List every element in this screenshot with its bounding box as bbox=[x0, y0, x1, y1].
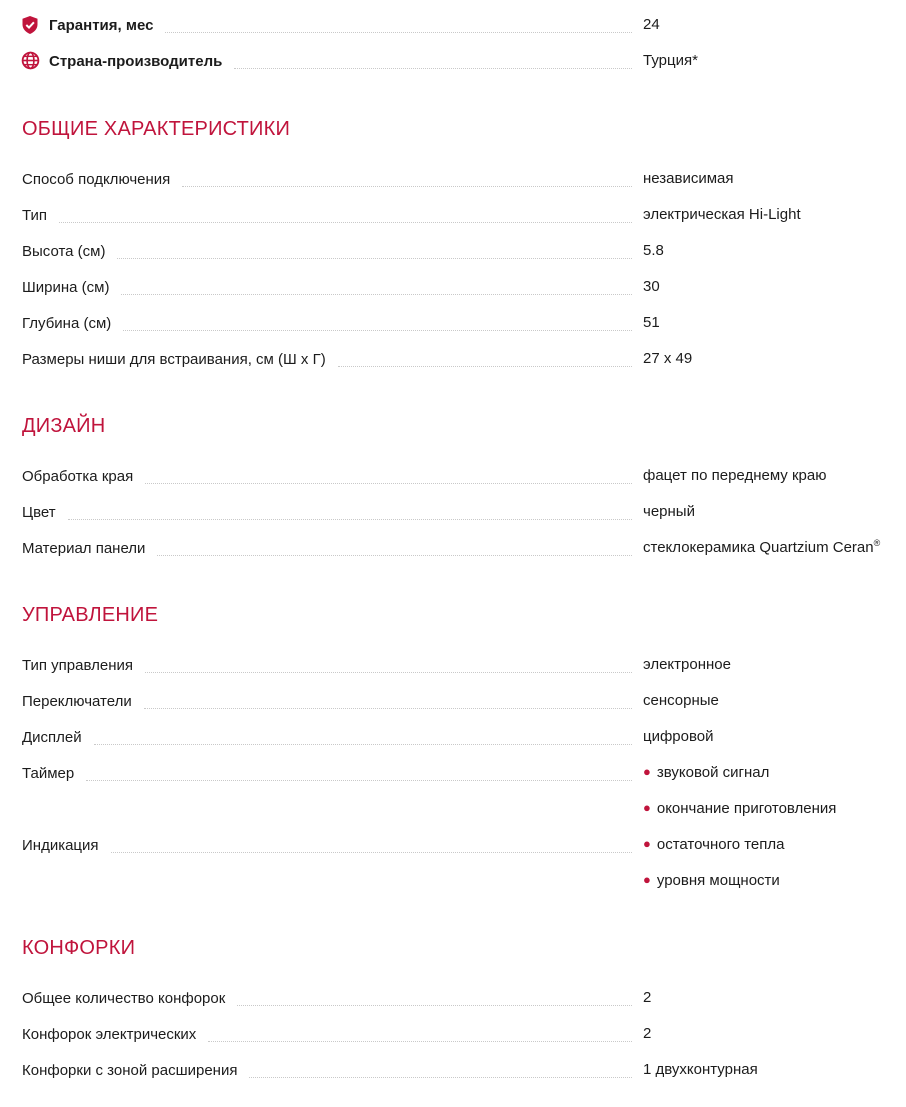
section-design bbox=[22, 458, 902, 566]
section-title-control: УПРАВЛЕНИЕ bbox=[22, 604, 159, 626]
spec-row bbox=[22, 683, 902, 719]
spec-label: Дисплей bbox=[22, 728, 82, 746]
spec-row bbox=[22, 197, 902, 233]
spec-label: Конфорки с зоной расширения bbox=[22, 1061, 238, 1079]
spec-label: Гарантия, мес bbox=[49, 16, 154, 34]
spec-label: Конфорок электрических bbox=[22, 1025, 197, 1043]
spec-row bbox=[22, 1016, 902, 1052]
spec-label: Обработка края bbox=[22, 467, 134, 485]
spec-value: 27 x 49 bbox=[643, 350, 693, 367]
spec-row bbox=[22, 305, 902, 341]
spec-label: Страна-производитель bbox=[49, 52, 223, 70]
bullet-icon: ● bbox=[643, 836, 651, 851]
spec-row bbox=[22, 458, 902, 494]
spec-value: ● окончание приготовления bbox=[643, 800, 837, 817]
spec-value: цифровой bbox=[643, 728, 714, 745]
section-title-design: ДИЗАЙН bbox=[22, 415, 106, 437]
spec-label: Тип bbox=[22, 206, 48, 224]
spec-value: черный bbox=[643, 503, 695, 520]
spec-label: Размеры ниши для встраивания, см (Ш x Г) bbox=[22, 350, 326, 368]
section-title-general: ОБЩИЕ ХАРАКТЕРИСТИКИ bbox=[22, 118, 291, 140]
spec-value: 2 bbox=[643, 989, 652, 1006]
globe-icon bbox=[21, 51, 41, 71]
spec-row bbox=[22, 269, 902, 305]
spec-value: 5.8 bbox=[643, 242, 664, 259]
spec-value: электрическая Hi-Light bbox=[643, 206, 801, 223]
spec-label: Цвет bbox=[22, 503, 56, 521]
spec-label: Тип управления bbox=[22, 656, 133, 674]
spec-value: 51 bbox=[643, 314, 660, 331]
section-title-burners: КОНФОРКИ bbox=[22, 937, 136, 959]
spec-value: Турция* bbox=[643, 52, 698, 69]
shield-check-icon bbox=[21, 15, 41, 35]
spec-row-country bbox=[22, 43, 902, 79]
spec-row bbox=[22, 980, 902, 1016]
spec-label: Таймер bbox=[22, 764, 75, 782]
spec-value: ● звуковой сигнал bbox=[643, 764, 770, 781]
spec-value: 24 bbox=[643, 16, 660, 33]
spec-value: фацет по переднему краю bbox=[643, 467, 827, 484]
spec-row-timer-cont bbox=[22, 791, 902, 827]
section-burners bbox=[22, 980, 902, 1088]
spec-row-indication-cont bbox=[22, 863, 902, 899]
spec-row-indication bbox=[22, 827, 902, 863]
spec-row bbox=[22, 341, 902, 377]
spec-value: 2 bbox=[643, 1025, 652, 1042]
spec-label: Индикация bbox=[22, 836, 99, 854]
spec-row-timer bbox=[22, 755, 902, 791]
spec-value: независимая bbox=[643, 170, 734, 187]
registered-mark: ® bbox=[873, 538, 881, 548]
spec-label: Ширина (см) bbox=[22, 278, 110, 296]
bullet-icon: ● bbox=[643, 872, 651, 887]
top-specs bbox=[22, 7, 902, 79]
spec-label: Материал панели bbox=[22, 539, 146, 557]
spec-value: электронное bbox=[643, 656, 731, 673]
spec-value: ● остаточного тепла bbox=[643, 836, 785, 853]
spec-row-warranty bbox=[22, 7, 902, 43]
spec-label: Высота (см) bbox=[22, 242, 106, 260]
spec-label: Общее количество конфорок bbox=[22, 989, 226, 1007]
spec-row bbox=[22, 1052, 902, 1088]
spec-value: ● уровня мощности bbox=[643, 872, 780, 889]
spec-row bbox=[22, 530, 902, 566]
spec-label: Способ подключения bbox=[22, 170, 171, 188]
spec-value: стеклокерамика Quartzium Ceran® bbox=[643, 538, 881, 556]
spec-row bbox=[22, 719, 902, 755]
bullet-icon: ● bbox=[643, 800, 651, 815]
spec-value: 30 bbox=[643, 278, 660, 295]
section-control bbox=[22, 647, 902, 899]
spec-label: Глубина (см) bbox=[22, 314, 112, 332]
spec-row bbox=[22, 647, 902, 683]
spec-row bbox=[22, 233, 902, 269]
spec-label: Переключатели bbox=[22, 692, 132, 710]
bullet-icon: ● bbox=[643, 764, 651, 779]
spec-row bbox=[22, 494, 902, 530]
spec-value: 1 двухконтурная bbox=[643, 1061, 758, 1078]
spec-row bbox=[22, 161, 902, 197]
section-general bbox=[22, 161, 902, 377]
spec-value: сенсорные bbox=[643, 692, 719, 709]
